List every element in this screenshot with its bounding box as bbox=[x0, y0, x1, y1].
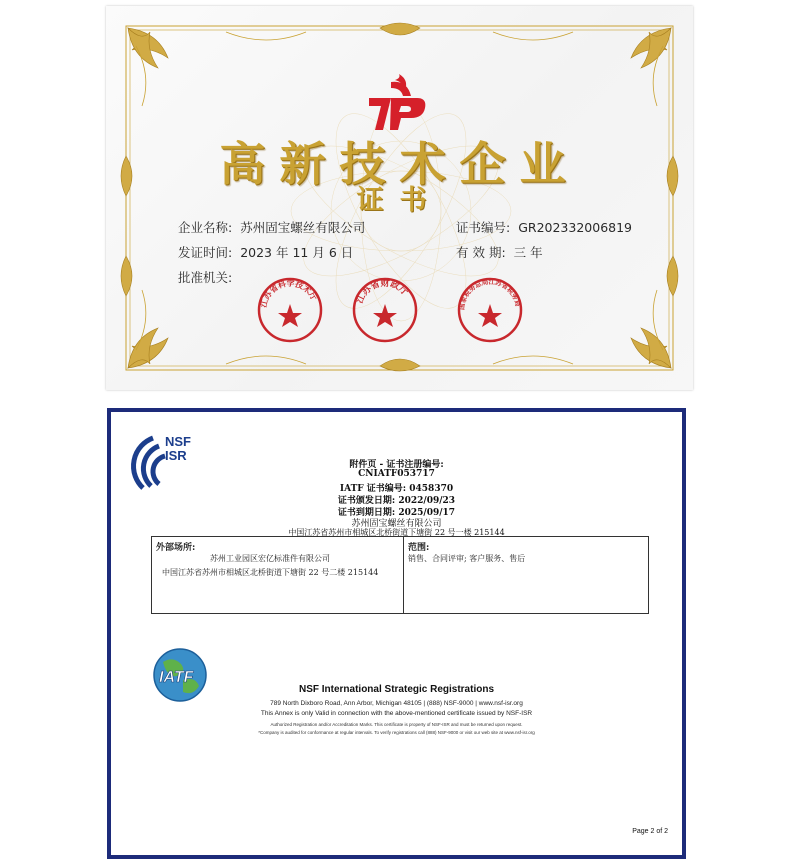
annex-header-line-4: 证书颁发日期: 2022/09/23 bbox=[337, 496, 456, 506]
nsf-address-line: 789 North Dixboro Road, Ann Arbor, Michigan 48105 | (888) NSF-9000 | www.nsf-isr.org bbox=[270, 700, 523, 707]
certificate-title: 高新技术企业 bbox=[219, 137, 580, 191]
annex-header-address: 中国江苏省苏州市相城区北桥街道下塘街 22 号一楼 215144 bbox=[288, 528, 505, 537]
validity-row bbox=[456, 243, 543, 261]
high-tech-logo-icon bbox=[361, 72, 433, 132]
nsf-logo-text: NSF bbox=[165, 434, 191, 449]
annex-header-line-1: 附件页 - 证书注册编号: bbox=[349, 460, 444, 470]
star-icon bbox=[373, 304, 397, 327]
accreditation-fine-print-2: *Company is audited for conformance at regular intervals. To verify registrations call (888) NSF-9000 or visit our web site at www.nsf-isr.org bbox=[258, 730, 535, 735]
external-site-cell bbox=[152, 537, 404, 613]
issue-date-label: 发证时间: bbox=[178, 245, 233, 260]
high-tech-enterprise-certificate bbox=[106, 6, 693, 390]
certificate-number-row bbox=[456, 218, 632, 236]
seal-tax-bureau bbox=[456, 276, 524, 344]
authority-row bbox=[178, 268, 236, 286]
svg-text:国家税务总局江苏省税务局 bbox=[457, 277, 522, 311]
company-name-value: 苏州固宝螺丝有限公司 bbox=[240, 220, 366, 235]
nsf-organization-name: NSF International Strategic Registrations bbox=[298, 684, 495, 695]
scope-cell bbox=[404, 537, 648, 613]
iatf-annex-certificate bbox=[107, 408, 686, 859]
validity-label: 有 效 期: bbox=[456, 245, 506, 260]
certificate-number-label: 证书编号: bbox=[456, 220, 511, 235]
iatf-logo-text: IATF bbox=[159, 669, 194, 686]
star-icon bbox=[478, 304, 502, 327]
external-site-name: 苏州工业园区宏亿标准件有限公司 bbox=[210, 554, 330, 563]
accreditation-fine-print-1: Authorized Registration and/or Accreditation Marks. This certificate is property of NSF-ISR and must be returned upon request. bbox=[270, 722, 523, 727]
seal-3-text: 国家税务总局江苏省税务局 bbox=[457, 277, 522, 311]
annex-header-line-5: 证书到期日期: 2025/09/17 bbox=[337, 508, 456, 518]
iatf-globe-logo-icon bbox=[149, 644, 211, 706]
svg-text:江苏省科学技术厅 bbox=[258, 278, 320, 309]
validity-value: 三 年 bbox=[513, 245, 543, 260]
external-site-title: 外部场所: bbox=[156, 543, 196, 553]
seal-1-text: 江苏省科学技术厅 bbox=[258, 278, 319, 309]
scope-value: 销售、合同评审; 客户服务、售后 bbox=[408, 554, 526, 563]
seal-2-text: 江苏省财政厅 bbox=[355, 278, 410, 306]
annex-header-company: 苏州固宝螺丝有限公司 bbox=[351, 519, 442, 529]
external-site-table bbox=[151, 536, 649, 614]
scope-title: 范围: bbox=[408, 543, 430, 553]
star-icon bbox=[278, 304, 302, 327]
external-site-address: 中国江苏省苏州市相城区北桥街道下塘街 22 号二楼 215144 bbox=[162, 568, 379, 577]
seal-finance-dept bbox=[351, 276, 419, 344]
issue-date-value: 2023 年 11 月 6 日 bbox=[240, 245, 354, 260]
isr-logo-text: ISR bbox=[165, 448, 187, 463]
annex-validity-note: This Annex is only Valid in connection with the above-mentioned certificate issued by NSF-ISR bbox=[260, 710, 533, 717]
issue-date-row bbox=[178, 243, 353, 261]
page-number: Page 2 of 2 bbox=[632, 828, 668, 835]
company-name-row bbox=[178, 218, 365, 236]
authority-label: 批准机关: bbox=[178, 270, 233, 285]
company-name-label: 企业名称: bbox=[178, 220, 233, 235]
annex-header-line-3: IATF 证书编号: 0458370 bbox=[339, 484, 454, 494]
seal-science-technology-dept bbox=[256, 276, 324, 344]
certificate-subtitle: 证书 bbox=[356, 185, 443, 216]
annex-header-line-2: CNIATF053717 bbox=[358, 469, 435, 479]
certificate-number-value: GR202332006819 bbox=[518, 220, 633, 235]
